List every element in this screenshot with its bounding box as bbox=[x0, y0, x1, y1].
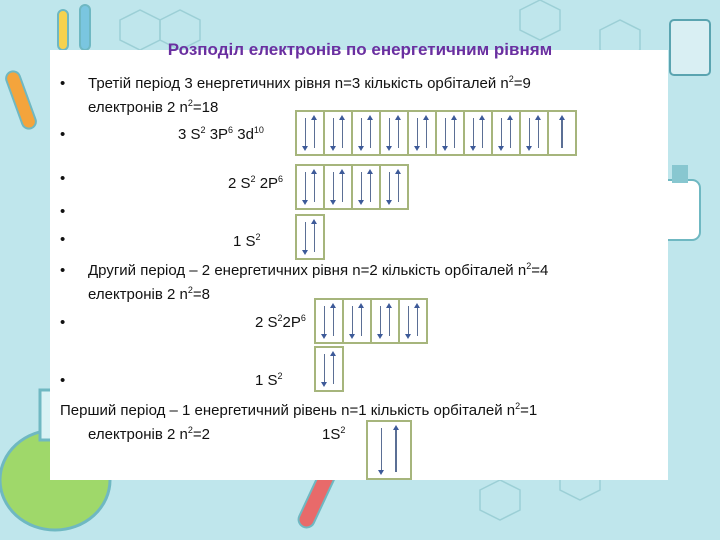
text-segment: 1 S bbox=[255, 372, 278, 389]
bullet: • bbox=[60, 75, 66, 92]
text-segment: 2 S bbox=[228, 175, 251, 192]
bullet: • bbox=[60, 126, 66, 143]
superscript: 2 bbox=[187, 98, 193, 108]
superscript: 2 bbox=[508, 74, 514, 84]
orbital-cell bbox=[314, 298, 344, 344]
config-second-period-1s bbox=[255, 372, 283, 389]
config-first-period bbox=[322, 426, 345, 443]
text-segment: 3d bbox=[233, 126, 254, 143]
text-segment: 2P bbox=[255, 175, 279, 192]
third-period-line bbox=[88, 75, 531, 92]
page-title: Розподіл електронів по енергетичним рівням bbox=[167, 40, 553, 59]
orbital-cell bbox=[491, 110, 521, 156]
text-segment: 2 S bbox=[255, 314, 278, 331]
orbital-cell bbox=[435, 110, 465, 156]
text-segment: 3P bbox=[205, 126, 229, 143]
superscript: 2 bbox=[277, 371, 283, 381]
orbital-row-first bbox=[366, 420, 410, 480]
orbital-cell bbox=[379, 110, 409, 156]
orbital-cell bbox=[351, 110, 381, 156]
config-level-1 bbox=[233, 233, 261, 250]
text-segment: електронів 2 n bbox=[88, 286, 188, 303]
orbital-row-level1 bbox=[295, 214, 323, 260]
bullet: • bbox=[60, 372, 66, 389]
orbital-cell bbox=[398, 298, 428, 344]
orbital-cell bbox=[519, 110, 549, 156]
bullet: • bbox=[60, 203, 66, 220]
bullet: • bbox=[60, 314, 66, 331]
orbital-cell bbox=[295, 110, 325, 156]
orbital-cell bbox=[323, 110, 353, 156]
orbital-cell bbox=[295, 214, 325, 260]
orbital-cell bbox=[314, 346, 344, 392]
orbital-cell bbox=[366, 420, 412, 480]
superscript: 6 bbox=[300, 313, 306, 323]
text-segment: 1 S bbox=[233, 233, 256, 250]
text-segment: =8 bbox=[192, 286, 210, 303]
second-period-line bbox=[88, 262, 548, 279]
orbital-cell bbox=[463, 110, 493, 156]
orbital-cell bbox=[295, 164, 325, 210]
orbital-cell bbox=[547, 110, 577, 156]
text-segment: =4 bbox=[531, 262, 549, 279]
text-segment: електронів 2 n bbox=[88, 426, 188, 443]
text-segment: Другий період – 2 енергетичних рівня n=2 кількість орбіталей n bbox=[88, 262, 527, 279]
orbital-row-second-2 bbox=[314, 298, 426, 344]
superscript: 2 bbox=[277, 313, 283, 323]
text-segment: =9 bbox=[513, 75, 531, 92]
orbital-row-level2 bbox=[295, 164, 407, 210]
orbital-cell bbox=[379, 164, 409, 210]
config-level-2 bbox=[228, 175, 283, 192]
second-period-electrons bbox=[88, 286, 210, 303]
text-segment: Третій період 3 енергетичних рівня n=3 кількість орбіталей n bbox=[88, 75, 509, 92]
superscript: 2 bbox=[250, 174, 256, 184]
text-segment: електронів 2 n bbox=[88, 99, 188, 116]
orbital-cell bbox=[351, 164, 381, 210]
text-segment: =18 bbox=[192, 99, 219, 116]
bullet: • bbox=[60, 262, 66, 279]
superscript: 2 bbox=[515, 401, 521, 411]
orbital-row-level3 bbox=[295, 110, 575, 156]
first-period-line bbox=[60, 402, 537, 419]
superscript: 10 bbox=[253, 125, 264, 135]
text-segment: =2 bbox=[192, 426, 210, 443]
text-segment: 2P bbox=[282, 314, 301, 331]
text-segment: 3 S bbox=[178, 126, 201, 143]
superscript: 6 bbox=[278, 174, 284, 184]
orbital-cell bbox=[370, 298, 400, 344]
text-segment: Перший період – 1 енергетичний рівень n=1 кількість орбіталей n bbox=[60, 402, 516, 419]
config-level-3 bbox=[178, 126, 264, 143]
orbital-cell bbox=[323, 164, 353, 210]
text-segment: =1 bbox=[520, 402, 538, 419]
orbital-row-second-1 bbox=[314, 346, 342, 392]
superscript: 2 bbox=[187, 285, 193, 295]
superscript: 2 bbox=[340, 425, 346, 435]
text-segment: 1S bbox=[322, 426, 341, 443]
orbital-cell bbox=[407, 110, 437, 156]
superscript: 6 bbox=[228, 125, 234, 135]
superscript: 2 bbox=[255, 232, 261, 242]
orbital-cell bbox=[342, 298, 372, 344]
first-period-electrons bbox=[88, 426, 210, 443]
superscript: 2 bbox=[200, 125, 206, 135]
superscript: 2 bbox=[187, 425, 193, 435]
superscript: 2 bbox=[526, 261, 532, 271]
bullet: • bbox=[60, 231, 66, 248]
config-second-period bbox=[255, 314, 306, 331]
bullet: • bbox=[60, 170, 66, 187]
third-period-electrons bbox=[88, 99, 218, 116]
